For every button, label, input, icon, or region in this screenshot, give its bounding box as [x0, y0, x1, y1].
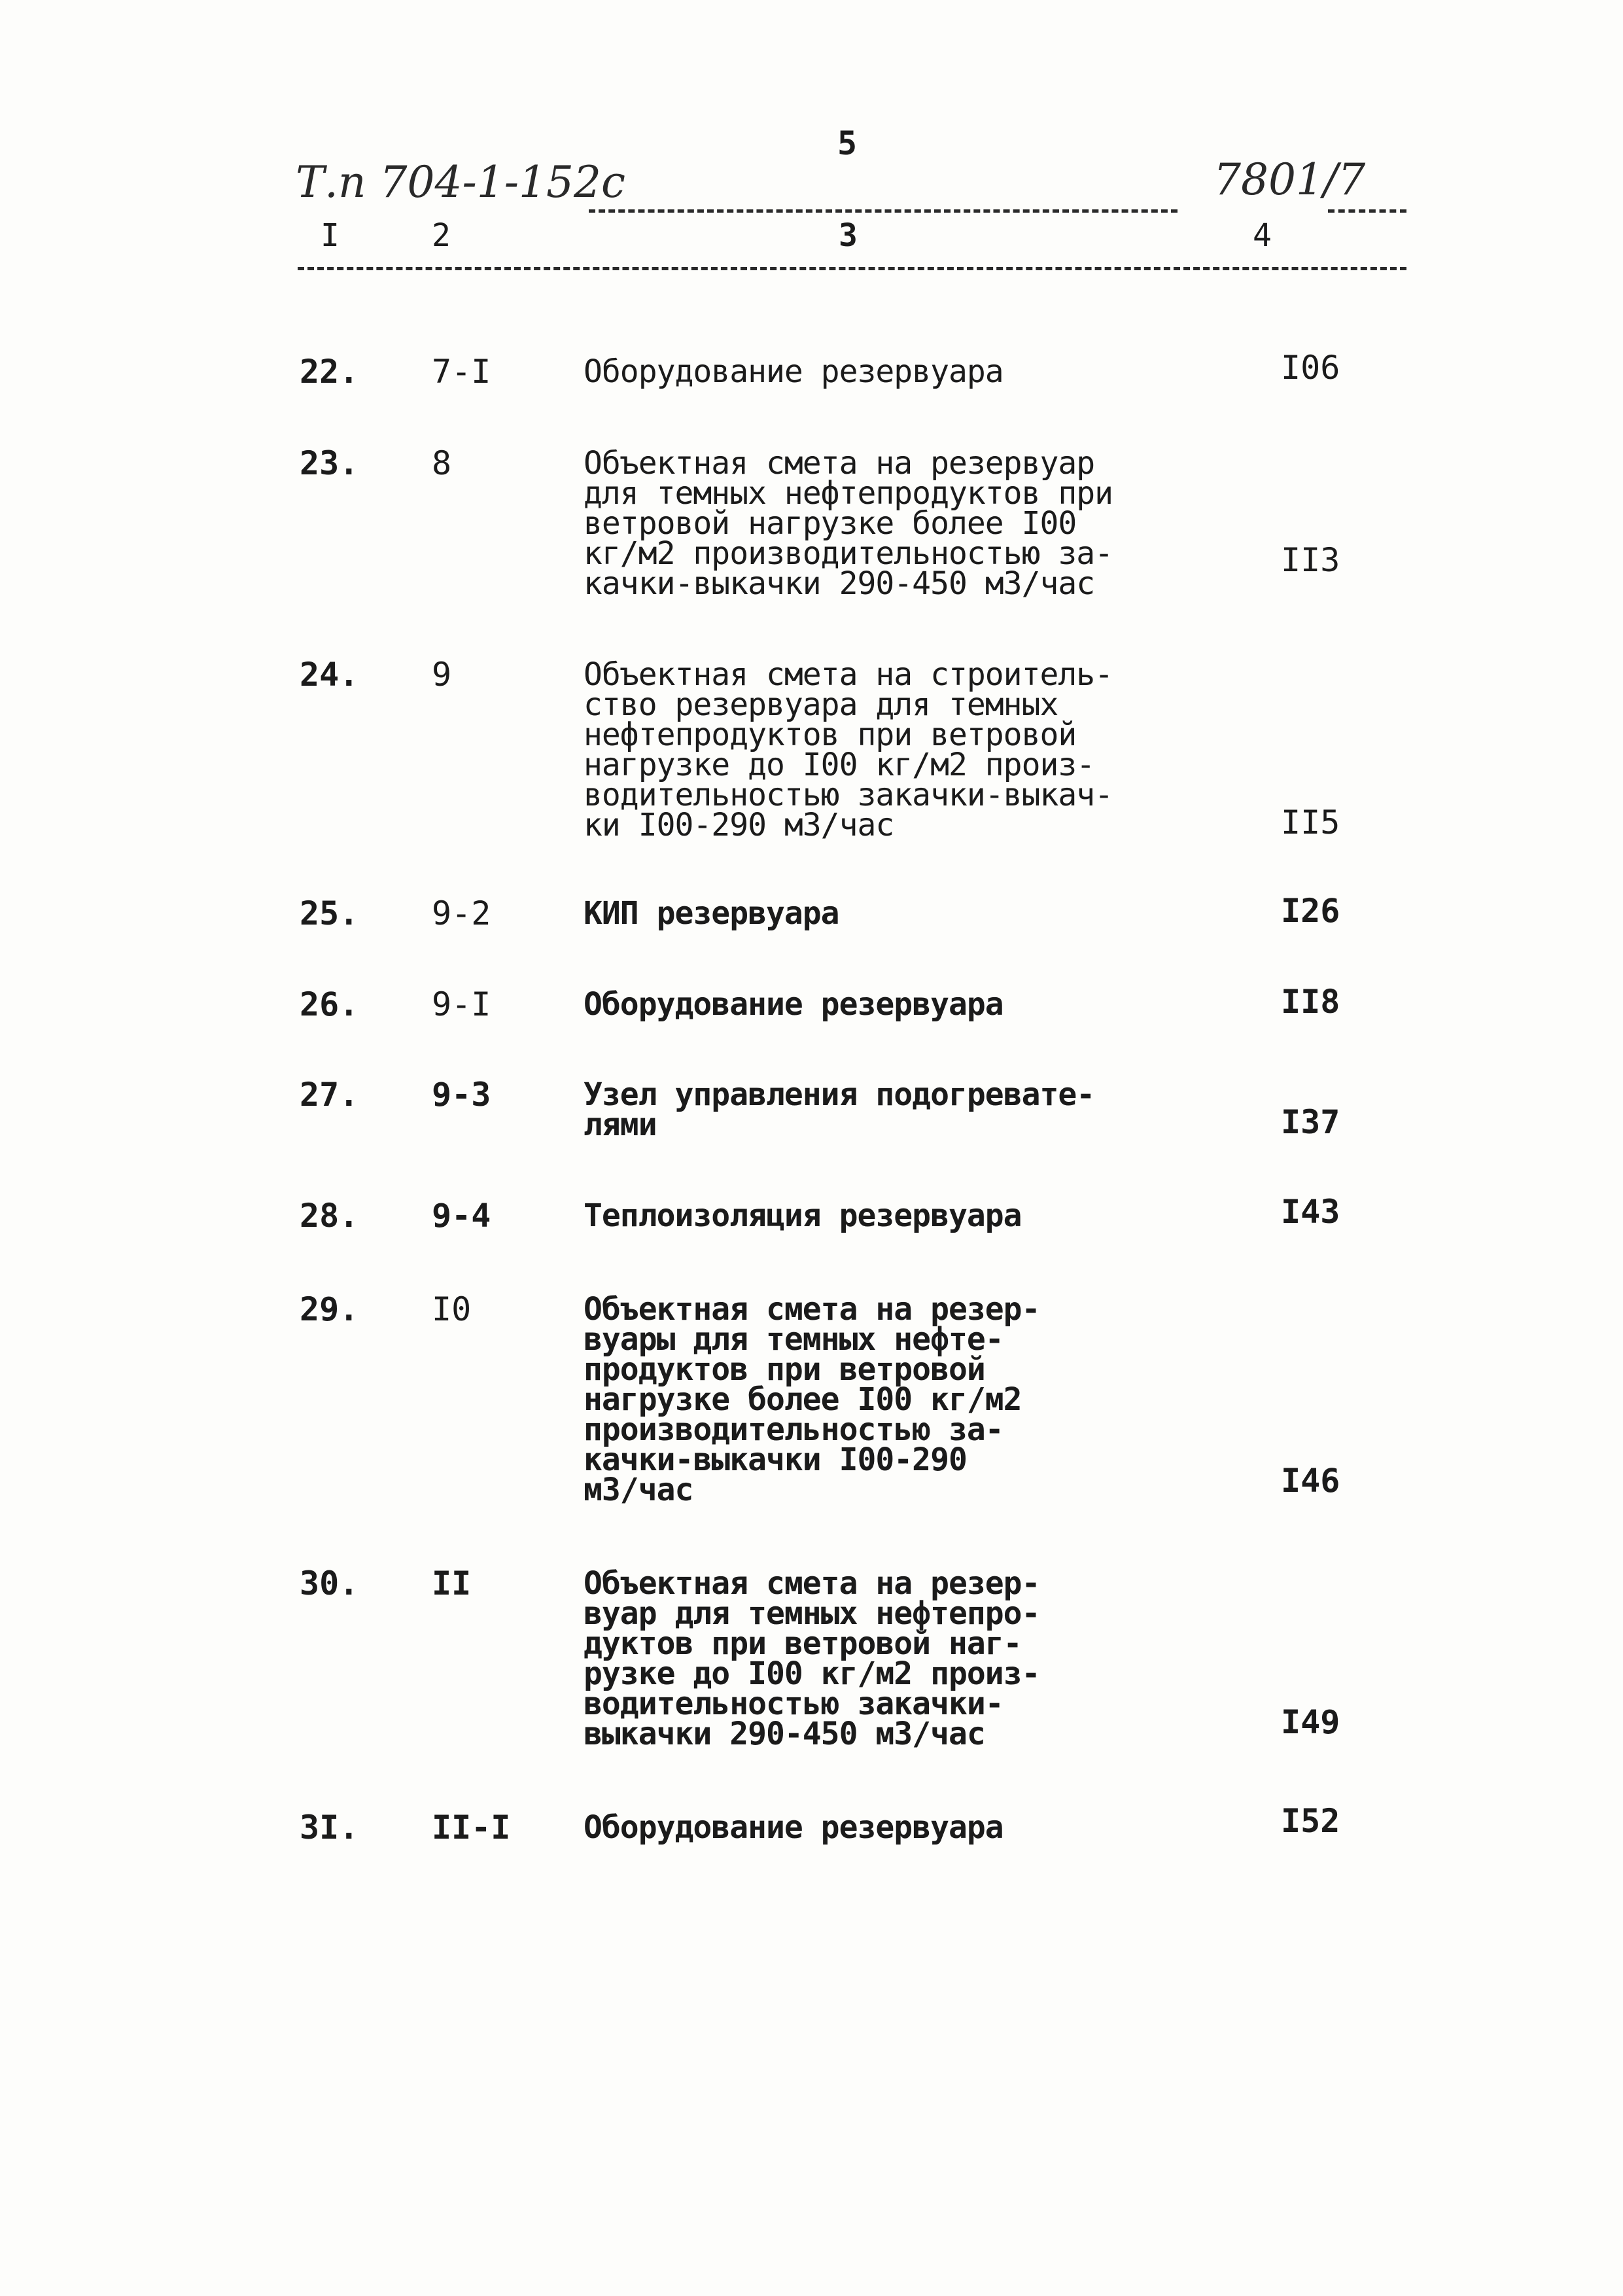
row-description: Оборудование резервуара — [584, 353, 1003, 390]
row-number: 26. — [300, 985, 359, 1023]
row-page: II5 — [1281, 804, 1340, 841]
row-description: Узел управления подогревате- лями — [584, 1076, 1095, 1143]
row-page: I49 — [1281, 1703, 1340, 1741]
row-page: I06 — [1281, 349, 1340, 387]
row-page: I43 — [1281, 1193, 1340, 1231]
column-header-3: 3 — [839, 217, 858, 254]
column-header-2: 2 — [432, 217, 451, 254]
row-number: 30. — [300, 1564, 359, 1602]
row-description: Оборудование резервуара — [584, 1809, 1003, 1846]
row-description: Объектная смета на строитель- ство резервуара для темных нефтепродуктов при ветровой нагрузке до I00 кг/м2 произ- водительностью закачки-выкач- ки I00-290 м3/час — [584, 656, 1113, 843]
row-code: II-I — [432, 1809, 511, 1846]
row-number: 24. — [300, 656, 359, 694]
row-code: 8 — [432, 444, 452, 482]
row-number: 23. — [300, 444, 359, 482]
row-description: Теплоизоляция резервуара — [584, 1197, 1022, 1234]
row-page: II8 — [1281, 983, 1340, 1021]
row-code: I0 — [432, 1290, 472, 1328]
row-code: 9-2 — [432, 894, 491, 932]
row-page: I46 — [1281, 1462, 1340, 1500]
row-number: 28. — [300, 1197, 359, 1235]
column-header-1: I — [321, 217, 340, 254]
row-code: II — [432, 1564, 472, 1602]
page-number: 5 — [837, 124, 858, 162]
header-dash-line-top-right — [1328, 209, 1406, 213]
row-code: 9-I — [432, 985, 491, 1023]
row-description: КИП резервуара — [584, 895, 839, 932]
row-description: Объектная смета на резер- вуар для темных нефтепро- дуктов при ветровой наг- рузке до I00 кг/м2 произ- водительностью закачки- выкачки 290-450 м3/час — [584, 1565, 1040, 1752]
row-code: 9 — [432, 656, 452, 694]
row-number: 22. — [300, 353, 359, 391]
header-dash-line-top — [589, 209, 1178, 213]
row-number: 29. — [300, 1290, 359, 1328]
row-description: Оборудование резервуара — [584, 986, 1003, 1023]
row-code: 9-3 — [432, 1076, 491, 1114]
row-code: 9-4 — [432, 1197, 491, 1235]
row-page: II3 — [1281, 541, 1340, 579]
header-dash-line-bottom — [298, 267, 1406, 270]
row-description: Объектная смета на резервуар для темных нефтепродуктов при ветровой нагрузке более I00 кг/м2 производительностью за- качки-выкачки 290-450 м3/час — [584, 445, 1113, 602]
document-code-handwritten: Т.п 704-1-152с — [296, 157, 625, 207]
row-page: I26 — [1281, 892, 1340, 930]
inventory-number-handwritten: 7801/7 — [1213, 154, 1366, 205]
row-code: 7-I — [432, 353, 491, 391]
row-page: I37 — [1281, 1103, 1340, 1141]
row-number: 25. — [300, 894, 359, 932]
row-page: I52 — [1281, 1802, 1340, 1840]
row-description: Объектная смета на резер- вуары для темных нефте- продуктов при ветровой нагрузке более I00 кг/м2 производительностью за- качки-выкачки I00-290 м3/час — [584, 1291, 1040, 1508]
column-header-4: 4 — [1253, 217, 1272, 254]
row-number: 3I. — [300, 1809, 359, 1846]
row-number: 27. — [300, 1076, 359, 1114]
